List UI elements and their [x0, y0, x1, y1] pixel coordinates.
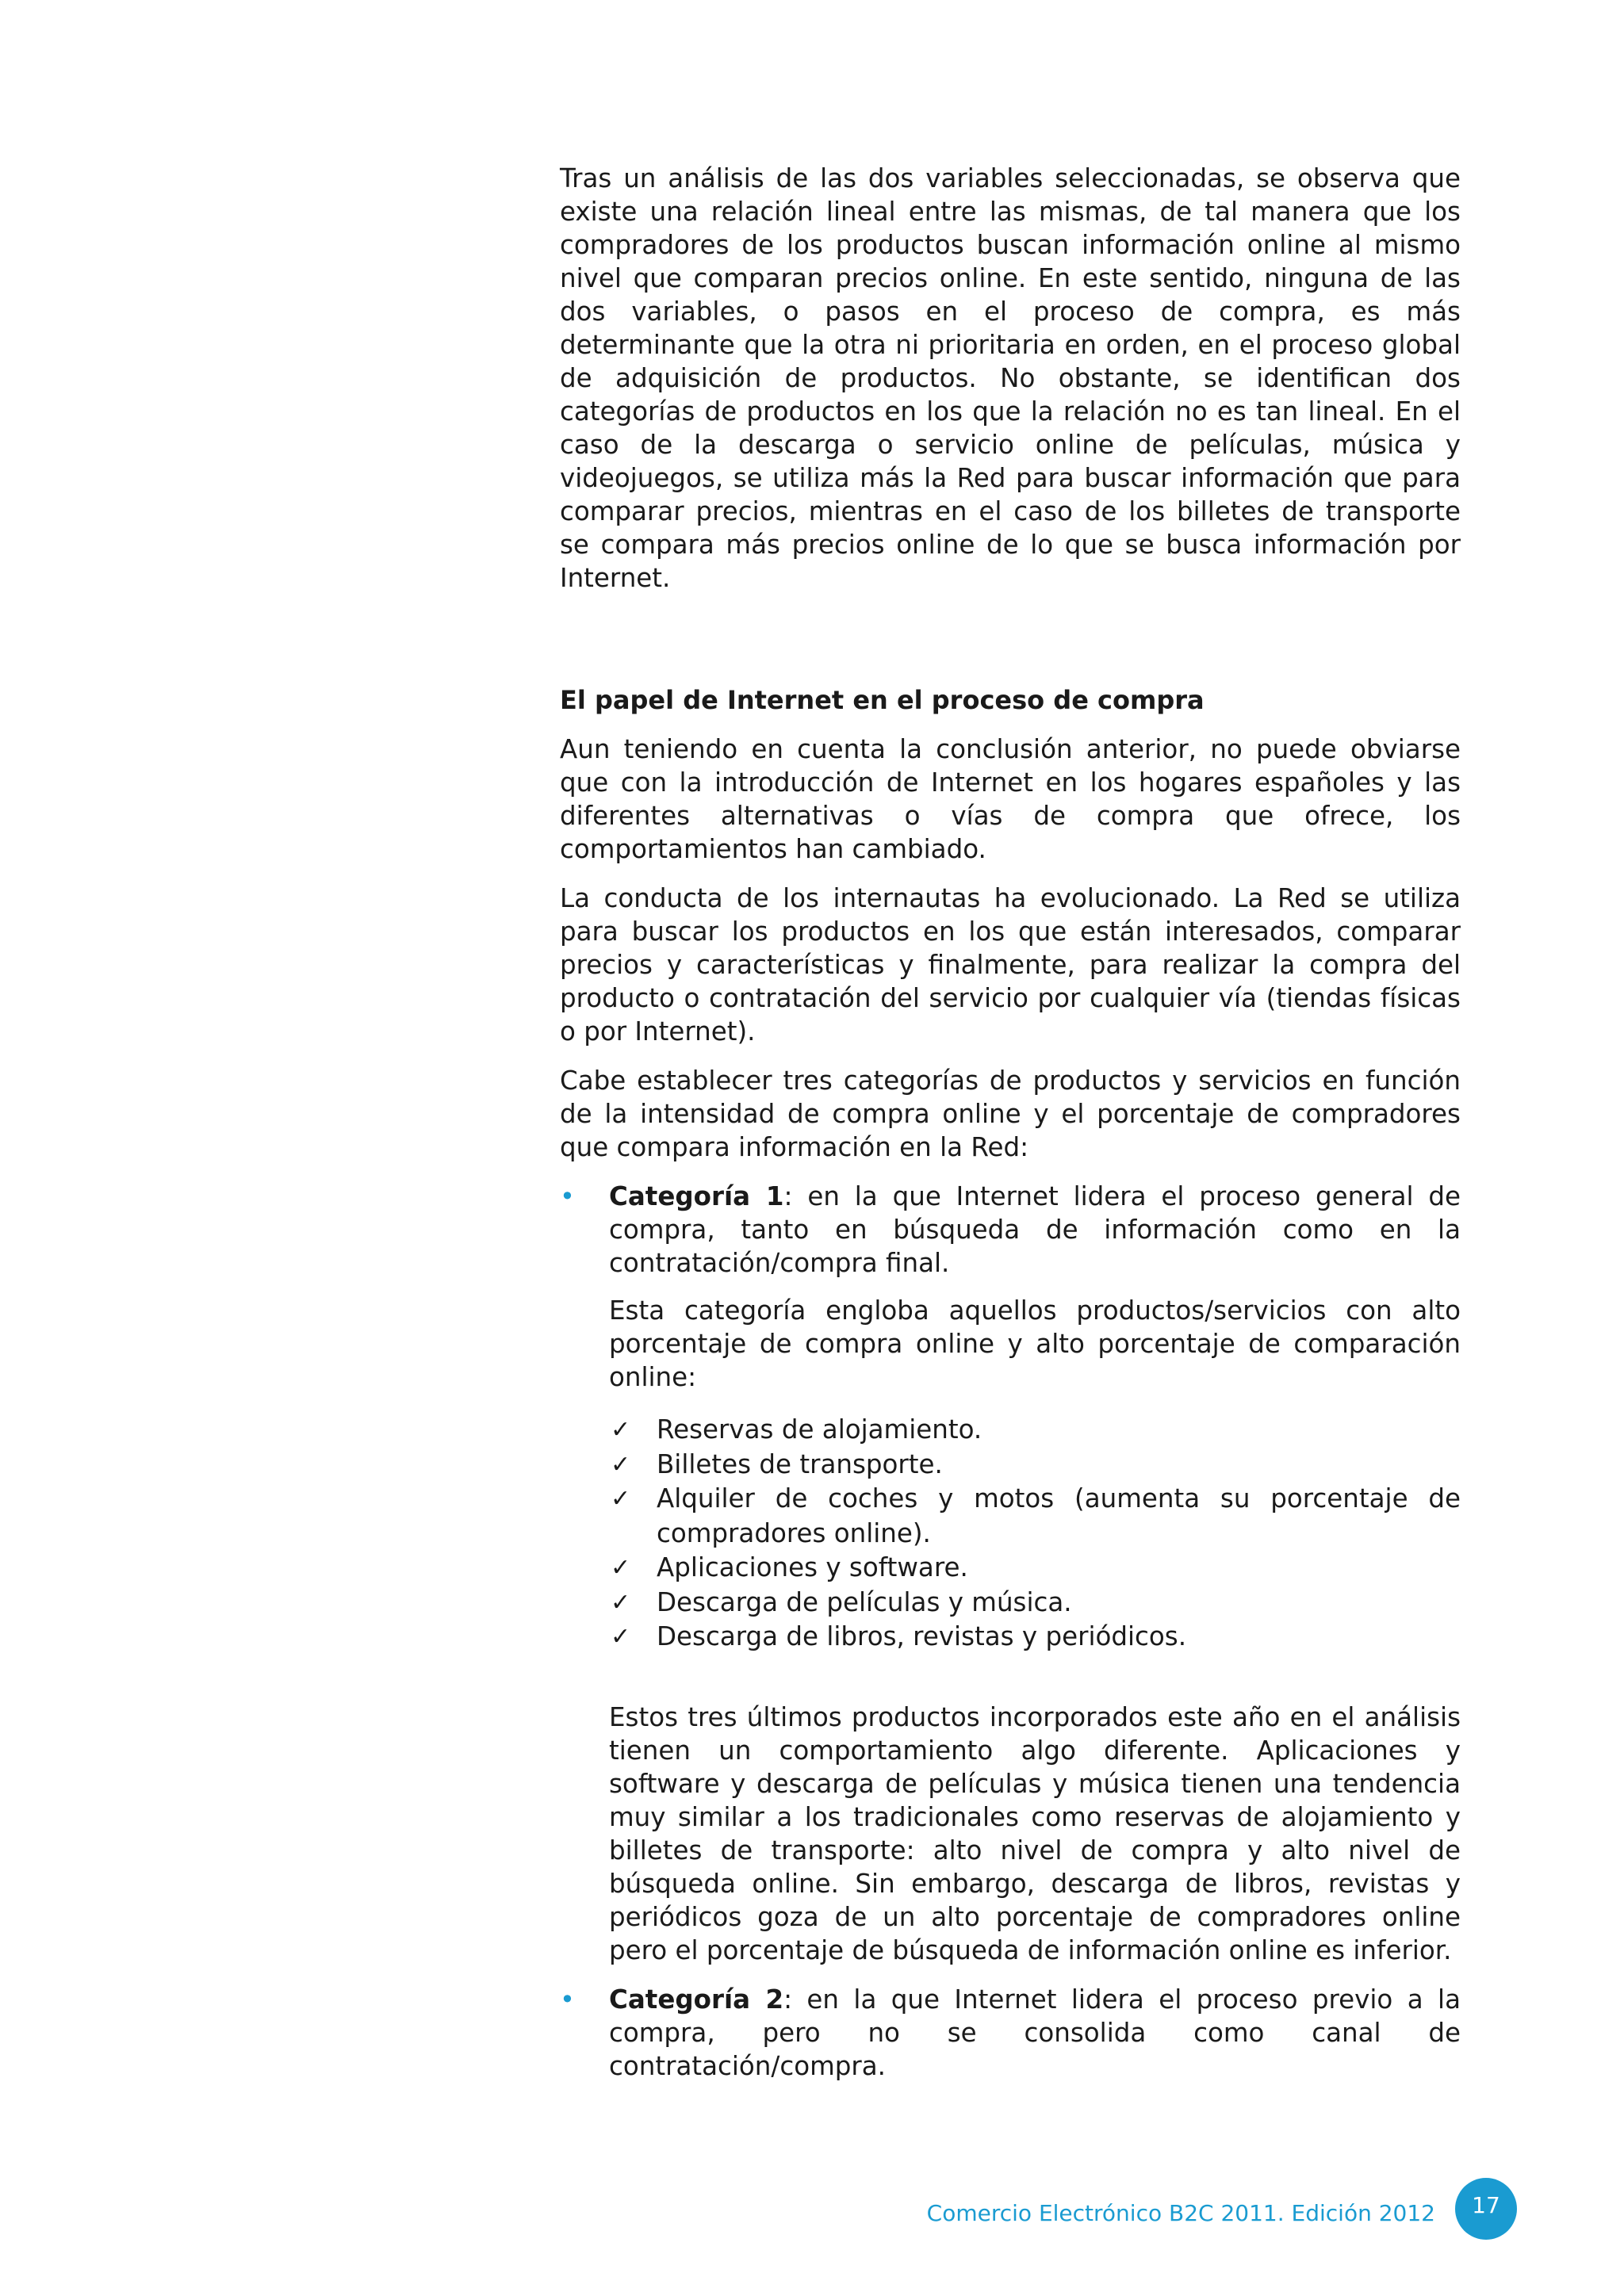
list-item: ✓ Descarga de libros, revistas y periódicos. — [609, 1620, 1461, 1655]
list-item: ✓ Aplicaciones y software. — [609, 1551, 1461, 1586]
page-footer — [0, 2178, 1624, 2249]
body-paragraph: Cabe establecer tres categorías de productos y servicios en función de la intensidad de compra online y el porcentaje de compradores que compara información en la Red: — [560, 1066, 1461, 1162]
section-heading: El papel de Internet en el proceso de compra — [560, 685, 1205, 715]
category-1-bullet — [560, 1180, 1461, 1967]
checkmark-icon: ✓ — [611, 1588, 631, 1617]
publication-title: Comercio Electrónico B2C 2011. Edición 2012 — [926, 2200, 1435, 2226]
category-1-text — [609, 1180, 1461, 1280]
category-1-note: Estos tres últimos productos incorporados este año en el análisis tienen un comportamiento algo diferente. Aplicaciones y software y descarga de películas y música tienen una tendencia muy similar a los tradicionales como reservas de alojamiento y billetes de transporte: alto nivel de compra y alto nivel de búsqueda online. Sin embargo, descarga de libros, revistas y periódicos goza de un alto porcentaje de compradores online pero el porcentaje de búsqueda de información online es inferior. — [609, 1701, 1461, 1965]
category-2-label: Categoría 2 — [609, 1984, 784, 2015]
checkmark-icon: ✓ — [611, 1416, 631, 1444]
checkmark-icon: ✓ — [611, 1554, 631, 1582]
category-2-text — [609, 1983, 1461, 2083]
body-paragraph: Aun teniendo en cuenta la conclusión anterior, no puede obviarse que con la introducción de Internet en los hogares españoles y las diferentes alternativas o vías de compra que ofrece, los comportamientos han cambiado. — [560, 734, 1461, 864]
bullet-icon: • — [560, 1181, 575, 1211]
checkmark-icon: ✓ — [611, 1485, 631, 1513]
category-2-definition: : en la que Internet lidera el proceso previo a la compra, pero no se consolida como canal de contratación/compra. — [609, 1984, 1461, 2081]
bullet-icon: • — [560, 1984, 575, 2015]
page-number-badge: 17 — [1455, 2178, 1517, 2240]
list-item: ✓ Billetes de transporte. — [609, 1448, 1461, 1483]
checkmark-icon: ✓ — [611, 1450, 631, 1479]
category-2-bullet — [560, 1983, 1461, 2083]
list-item: ✓ Reservas de alojamiento. — [609, 1413, 1461, 1448]
list-item: ✓ Descarga de películas y música. — [609, 1586, 1461, 1621]
page-content — [560, 162, 1461, 2099]
category-1-product-list — [609, 1413, 1461, 1655]
intro-paragraph: Tras un análisis de las dos variables seleccionadas, se observa que existe una relación lineal entre las mismas, de tal manera que los compradores de los productos buscan información online al mismo nivel que comparan precios online. En este sentido, ninguna de las dos variables, o pasos en el proceso de compra, es más determinante que la otra ni prioritaria en orden, en el proceso global de adquisición de productos. No obstante, se identifican dos categorías de productos en los que la relación no es tan lineal. En el caso de la descarga o servicio online de películas, música y videojuegos, se utiliza más la Red para buscar información que para comparar precios, mientras en el caso de los billetes de transporte se compara más precios online de lo que se busca información por Internet. — [560, 163, 1461, 593]
list-item: ✓ Alquiler de coches y motos (aumenta su porcentaje de compradores online). — [611, 1483, 1461, 1548]
body-paragraph: La conducta de los internautas ha evolucionado. La Red se utiliza para buscar los productos en los que están interesados, comparar precios y características y finalmente, para realizar la compra del producto o contratación del servicio por cualquier vía (tiendas físicas o por Internet). — [560, 883, 1461, 1047]
category-1-definition: : en la que Internet lidera el proceso general de compra, tanto en búsqueda de información como en la contratación/compra final. — [609, 1181, 1461, 1278]
checkmark-icon: ✓ — [611, 1623, 631, 1651]
category-1-label: Categoría 1 — [609, 1181, 784, 1211]
category-1-description: Esta categoría engloba aquellos productos/servicios con alto porcentaje de compra online y alto porcentaje de comparación online: — [609, 1295, 1461, 1392]
